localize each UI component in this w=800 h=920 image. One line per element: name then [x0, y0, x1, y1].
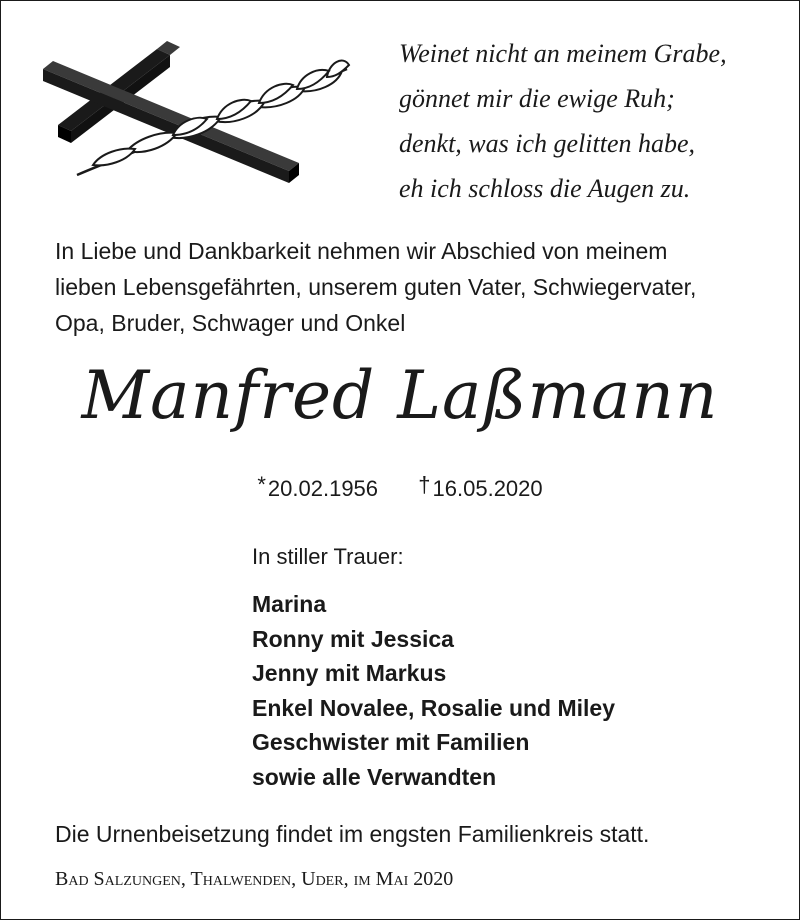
mourner-entry: Jenny mit Markus — [252, 660, 447, 686]
ceremony-notice: Die Urnenbeisetzung findet im engsten Familienkreis statt. — [55, 821, 650, 847]
farewell-text — [55, 233, 785, 341]
life-dates — [1, 470, 799, 504]
mourners-list — [252, 587, 615, 794]
cross-with-palm-branch-icon — [37, 35, 357, 191]
mourner-entry: Marina — [252, 591, 327, 617]
birth-date: 20.02.1956 — [267, 476, 379, 501]
deceased-name: Manfred Laßmann — [81, 357, 719, 434]
mourner-entry: Ronny mit Jessica — [252, 625, 454, 652]
memorial-poem — [399, 31, 789, 211]
mourning-label: In stiller Trauer: — [252, 544, 404, 569]
birth-star-icon: * — [257, 472, 266, 497]
mourner-entry: sowie alle Verwandten — [252, 763, 497, 790]
poem-line: eh ich schloss die Augen zu. — [399, 174, 691, 203]
farewell-line: Opa, Bruder, Schwager und Onkel — [55, 310, 406, 336]
death-date: 16.05.2020 — [432, 476, 543, 501]
farewell-line: In Liebe und Dankbarkeit nehmen wir Abschied von meinem — [55, 238, 668, 264]
mourner-entry: Enkel Novalee, Rosalie und Miley — [252, 694, 616, 721]
mourner-entry: Geschwister mit Familien — [252, 729, 530, 755]
poem-line: Weinet nicht an meinem Grabe, — [399, 39, 727, 68]
place-and-date: Bad Salzungen, Thalwenden, Uder, im Mai 2020 — [55, 868, 454, 890]
death-cross-icon: † — [418, 472, 431, 497]
poem-line: gönnet mir die ewige Ruh; — [399, 84, 675, 113]
farewell-line: lieben Lebensgefährten, unserem guten Vater, Schwiegervater, — [55, 274, 697, 300]
poem-line: denkt, was ich gelitten habe, — [399, 129, 696, 158]
